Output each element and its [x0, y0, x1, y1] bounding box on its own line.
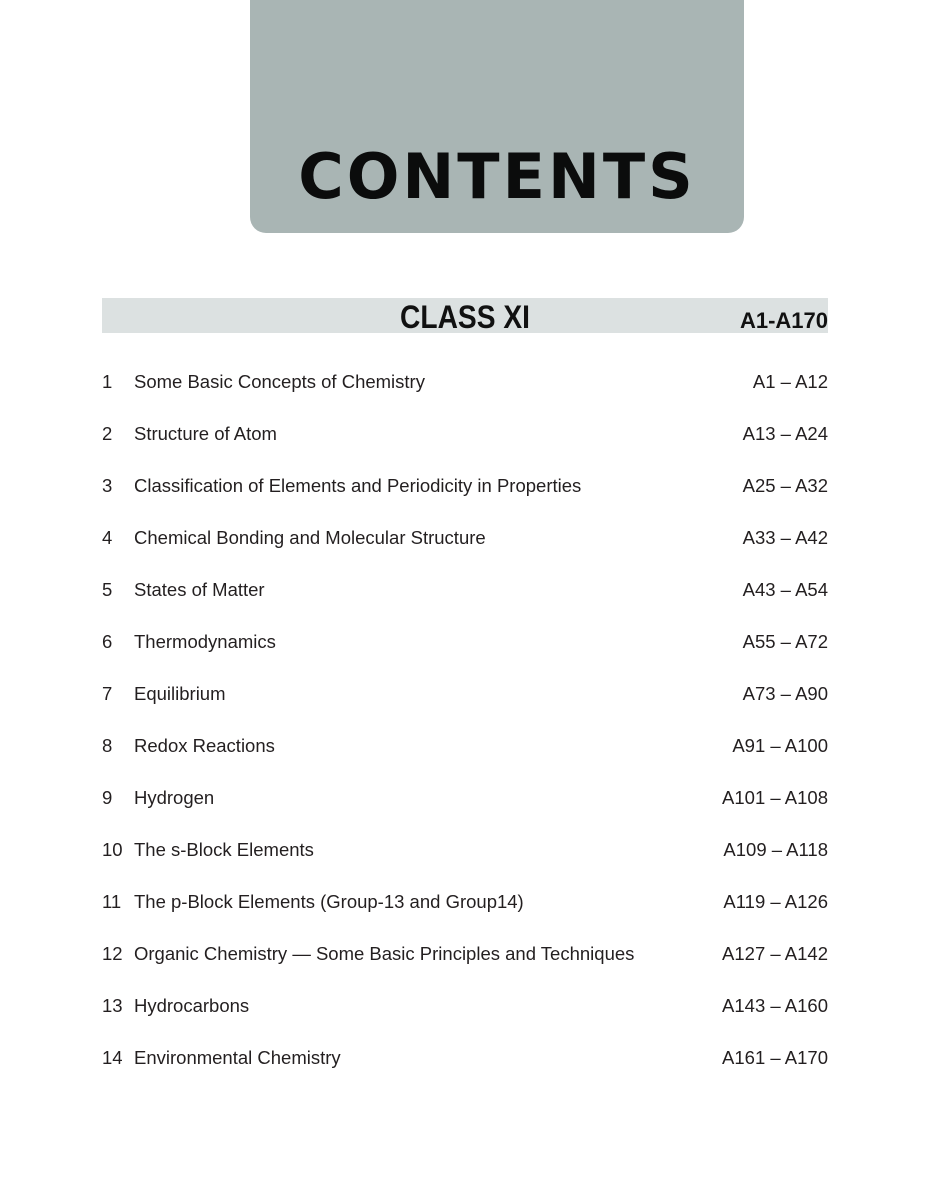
chapter-title: Chemical Bonding and Molecular Structure [134, 527, 486, 548]
chapter-title: States of Matter [134, 579, 265, 600]
chapter-number: 8 [102, 735, 113, 756]
section-title: CLASS XI [400, 299, 530, 335]
chapter-number: 7 [102, 683, 113, 704]
chapter-title: Environmental Chemistry [134, 1047, 341, 1068]
section-header [102, 298, 828, 333]
chapter-pages: A101 – A108 [722, 787, 828, 808]
chapter-pages: A127 – A142 [722, 943, 828, 964]
chapter-pages: A73 – A90 [742, 683, 828, 704]
toc-row[interactable] [102, 525, 828, 551]
chapter-number: 10 [102, 839, 123, 860]
title-box [250, 0, 744, 233]
toc-row[interactable] [102, 629, 828, 655]
toc-row[interactable] [102, 681, 828, 707]
chapter-title: Hydrogen [134, 787, 215, 808]
toc-row[interactable] [102, 1045, 828, 1071]
chapter-pages: A25 – A32 [742, 475, 828, 496]
chapter-number: 4 [102, 527, 113, 548]
chapter-title: Redox Reactions [134, 735, 275, 756]
toc-row[interactable] [102, 369, 828, 395]
chapter-number: 2 [102, 423, 113, 444]
chapter-title: Thermodynamics [134, 631, 276, 652]
toc-row[interactable] [102, 785, 828, 811]
chapter-title: Some Basic Concepts of Chemistry [134, 371, 425, 392]
toc-row[interactable] [102, 577, 828, 603]
toc-row[interactable] [102, 421, 828, 447]
chapter-number: 13 [102, 995, 123, 1016]
toc-row[interactable] [102, 837, 828, 863]
chapter-pages: A33 – A42 [742, 527, 828, 548]
chapter-pages: A143 – A160 [722, 995, 828, 1016]
chapter-pages: A91 – A100 [732, 735, 828, 756]
chapter-pages: A43 – A54 [742, 579, 828, 600]
chapter-title: The s-Block Elements [134, 839, 314, 860]
toc-row[interactable] [102, 733, 828, 759]
chapter-pages: A119 – A126 [723, 891, 828, 912]
toc-row[interactable] [102, 889, 828, 915]
chapter-title: Structure of Atom [134, 423, 277, 444]
chapter-pages: A109 – A118 [723, 839, 828, 860]
chapter-number: 12 [102, 943, 123, 964]
chapter-pages: A55 – A72 [742, 631, 828, 652]
chapter-title: Classification of Elements and Periodicity in Properties [134, 475, 582, 496]
chapter-pages: A13 – A24 [742, 423, 828, 444]
chapter-number: 5 [102, 579, 113, 600]
toc-row[interactable] [102, 941, 828, 967]
section-page-range: A1-A170 [739, 308, 828, 333]
chapter-number: 11 [102, 891, 122, 912]
chapter-title: Organic Chemistry — Some Basic Principles and Techniques [134, 943, 635, 964]
chapter-number: 6 [102, 631, 113, 652]
chapter-number: 14 [102, 1047, 123, 1068]
chapter-title: Hydrocarbons [134, 995, 250, 1016]
page-title: CONTENTS [298, 140, 696, 213]
chapter-pages: A1 – A12 [752, 371, 828, 392]
chapter-number: 1 [102, 371, 113, 392]
chapter-pages: A161 – A170 [722, 1047, 828, 1068]
toc-row[interactable] [102, 473, 828, 499]
chapter-title: Equilibrium [134, 683, 226, 704]
toc-row[interactable] [102, 993, 828, 1019]
chapter-title: The p-Block Elements (Group-13 and Group14) [134, 891, 524, 912]
chapter-number: 3 [102, 475, 113, 496]
chapter-number: 9 [102, 787, 113, 808]
